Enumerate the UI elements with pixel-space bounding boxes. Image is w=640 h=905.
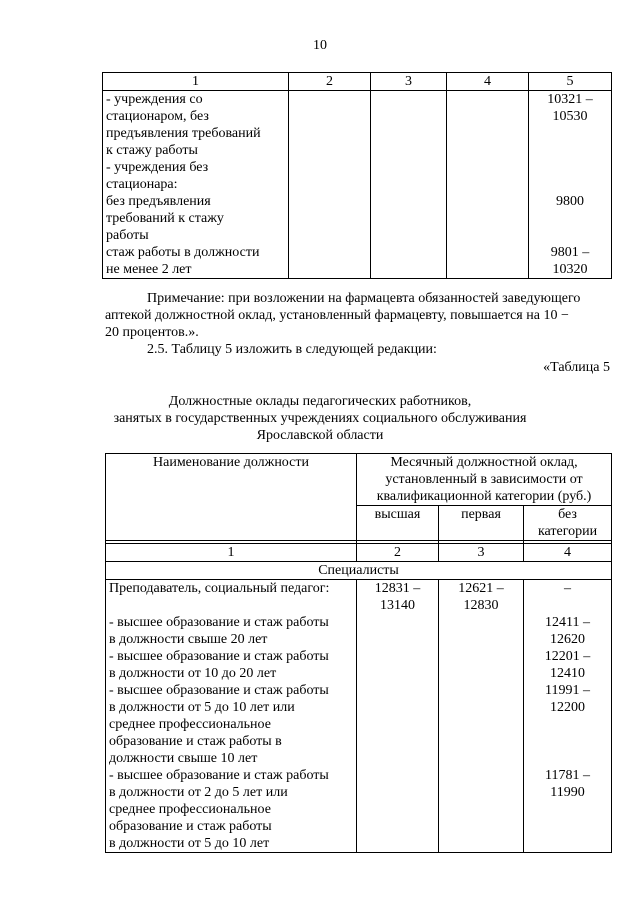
value-line: [532, 176, 608, 193]
salary-value-cell: [529, 91, 612, 279]
table-header-row: [103, 73, 612, 91]
category-highest-header: высшая: [357, 506, 439, 541]
note-line: аптекой должностной оклад, установленный фармацевту, повышается на 10 −: [105, 308, 569, 323]
category-none-header: без категории: [524, 506, 612, 541]
description-line: - высшее образование и стаж работы: [109, 683, 329, 698]
note-paragraph: [105, 290, 610, 341]
description-line: среднее профессиональное: [109, 717, 271, 732]
section-title: Специалисты: [106, 562, 612, 580]
value-line: [442, 784, 520, 801]
description-line: предъявления требований: [106, 126, 261, 141]
description-line: в должности свыше 20 лет: [109, 632, 268, 647]
column-header: 5: [529, 73, 612, 91]
value-line: [442, 614, 520, 631]
table-row: [106, 580, 612, 853]
section-row: [106, 562, 612, 580]
description-line: [109, 597, 353, 614]
description-line: требований к стажу: [106, 211, 224, 226]
column-number-row: [106, 544, 612, 562]
description-line: - учреждения со: [106, 92, 203, 107]
value-line: [532, 159, 608, 176]
title-line: Должностные оклады педагогических работников,: [168, 394, 472, 409]
description-line: в должности от 5 до 10 лет или: [109, 700, 295, 715]
value-line: [360, 665, 435, 682]
value-line: [442, 767, 520, 784]
value-line: [442, 835, 520, 852]
value-line: 13140: [380, 598, 415, 613]
value-line: [532, 142, 608, 159]
empty-cell: [371, 91, 447, 279]
value-line: [527, 750, 608, 767]
description-line: - высшее образование и стаж работы: [109, 649, 329, 664]
column-header: 1: [103, 73, 289, 91]
note-line: Примечание: при возложении на фармацевта обязанностей заведующего: [147, 291, 581, 306]
value-line: 12831 –: [374, 581, 421, 596]
value-line: 12201 –: [544, 649, 591, 664]
value-line: [360, 631, 435, 648]
pharmacy-salary-table: [102, 72, 612, 279]
description-line: должности свыше 10 лет: [109, 751, 258, 766]
value-line: [360, 716, 435, 733]
value-line: 12411 –: [545, 615, 590, 630]
value-line: 11781 –: [545, 768, 590, 783]
value-line: 12621 –: [458, 581, 504, 596]
position-description-cell: [106, 580, 357, 853]
value-line: [527, 716, 608, 733]
value-line: [360, 784, 435, 801]
value-line: [442, 750, 520, 767]
table-reference: «Таблица 5: [543, 360, 610, 375]
description-line: в должности от 2 до 5 лет или: [109, 785, 288, 800]
category-first-header: первая: [439, 506, 524, 541]
salary-highest-cell: [357, 580, 439, 853]
column-number: 3: [439, 544, 524, 562]
value-line: 11991 –: [545, 683, 590, 698]
value-line: [360, 614, 435, 631]
column-header: 3: [371, 73, 447, 91]
value-line: [527, 818, 608, 835]
amendment-item: 2.5. Таблицу 5 изложить в следующей редакции:: [147, 342, 437, 357]
value-line: 12410: [550, 666, 586, 681]
description-line: - учреждения без: [106, 160, 209, 175]
value-line: 11990: [550, 785, 585, 800]
description-line: стационара:: [106, 177, 178, 192]
column-header: 4: [447, 73, 529, 91]
value-line: [360, 733, 435, 750]
value-line: [532, 125, 608, 142]
value-line: [532, 227, 608, 244]
table-title: [0, 393, 640, 444]
description-line: Преподаватель, социальный педагог:: [109, 581, 330, 596]
value-line: [360, 682, 435, 699]
page-number: 10: [313, 38, 327, 53]
empty-cell: [289, 91, 371, 279]
value-line: [360, 818, 435, 835]
value-line: 10320: [552, 262, 588, 277]
value-line: [360, 835, 435, 852]
value-line: [442, 648, 520, 665]
table-row: [103, 91, 612, 279]
description-line: к стажу работы: [106, 143, 198, 158]
value-line: [360, 767, 435, 784]
description-line: образование и стаж работы в: [109, 734, 282, 749]
value-line: [527, 835, 608, 852]
description-line: образование и стаж работы: [109, 819, 272, 834]
column-number: 1: [106, 544, 357, 562]
description-line: работы: [106, 228, 149, 243]
salary-first-cell: [439, 580, 524, 853]
value-line: [360, 750, 435, 767]
salary-none-cell: [524, 580, 612, 853]
salary-header: Месячный должностной оклад, установленный в зависимости от квалификационной категории (руб.): [357, 454, 612, 506]
value-line: [527, 597, 608, 614]
description-line: без предъявления: [106, 194, 211, 209]
value-line: 9800: [556, 194, 584, 209]
table-header-row: [106, 454, 612, 506]
value-line: [532, 210, 608, 227]
column-number: 4: [524, 544, 612, 562]
title-line: Ярославской области: [256, 428, 384, 443]
value-line: [442, 682, 520, 699]
value-line: [442, 699, 520, 716]
value-line: [360, 801, 435, 818]
note-line: 20 процентов.».: [105, 325, 199, 340]
value-line: 12830: [463, 598, 499, 613]
description-line: не менее 2 лет: [106, 262, 192, 277]
position-name-header: Наименование должности: [106, 454, 357, 541]
description-line: - высшее образование и стаж работы: [109, 615, 329, 630]
position-description-cell: [103, 91, 289, 279]
value-line: [442, 665, 520, 682]
value-line: [360, 699, 435, 716]
value-line: [442, 631, 520, 648]
value-line: 9801 –: [550, 245, 590, 260]
column-header: 2: [289, 73, 371, 91]
description-line: среднее профессиональное: [109, 802, 271, 817]
value-line: [442, 801, 520, 818]
value-line: [527, 801, 608, 818]
description-line: - высшее образование и стаж работы: [109, 768, 329, 783]
description-line: стаж работы в должности: [106, 245, 260, 260]
value-line: 10321 –: [547, 92, 593, 107]
column-number: 2: [357, 544, 439, 562]
value-line: –: [564, 581, 572, 596]
value-line: [360, 648, 435, 665]
teacher-salary-table: [105, 453, 612, 853]
value-line: [442, 818, 520, 835]
value-line: [527, 733, 608, 750]
description-line: стационаром, без: [106, 109, 209, 124]
empty-cell: [447, 91, 529, 279]
description-line: в должности от 5 до 10 лет: [109, 836, 270, 851]
value-line: 10530: [552, 109, 588, 124]
value-line: [442, 733, 520, 750]
value-line: 12200: [550, 700, 586, 715]
description-line: в должности от 10 до 20 лет: [109, 666, 277, 681]
value-line: [442, 716, 520, 733]
title-line: занятых в государственных учреждениях социального обслуживания: [113, 411, 527, 426]
value-line: 12620: [550, 632, 586, 647]
